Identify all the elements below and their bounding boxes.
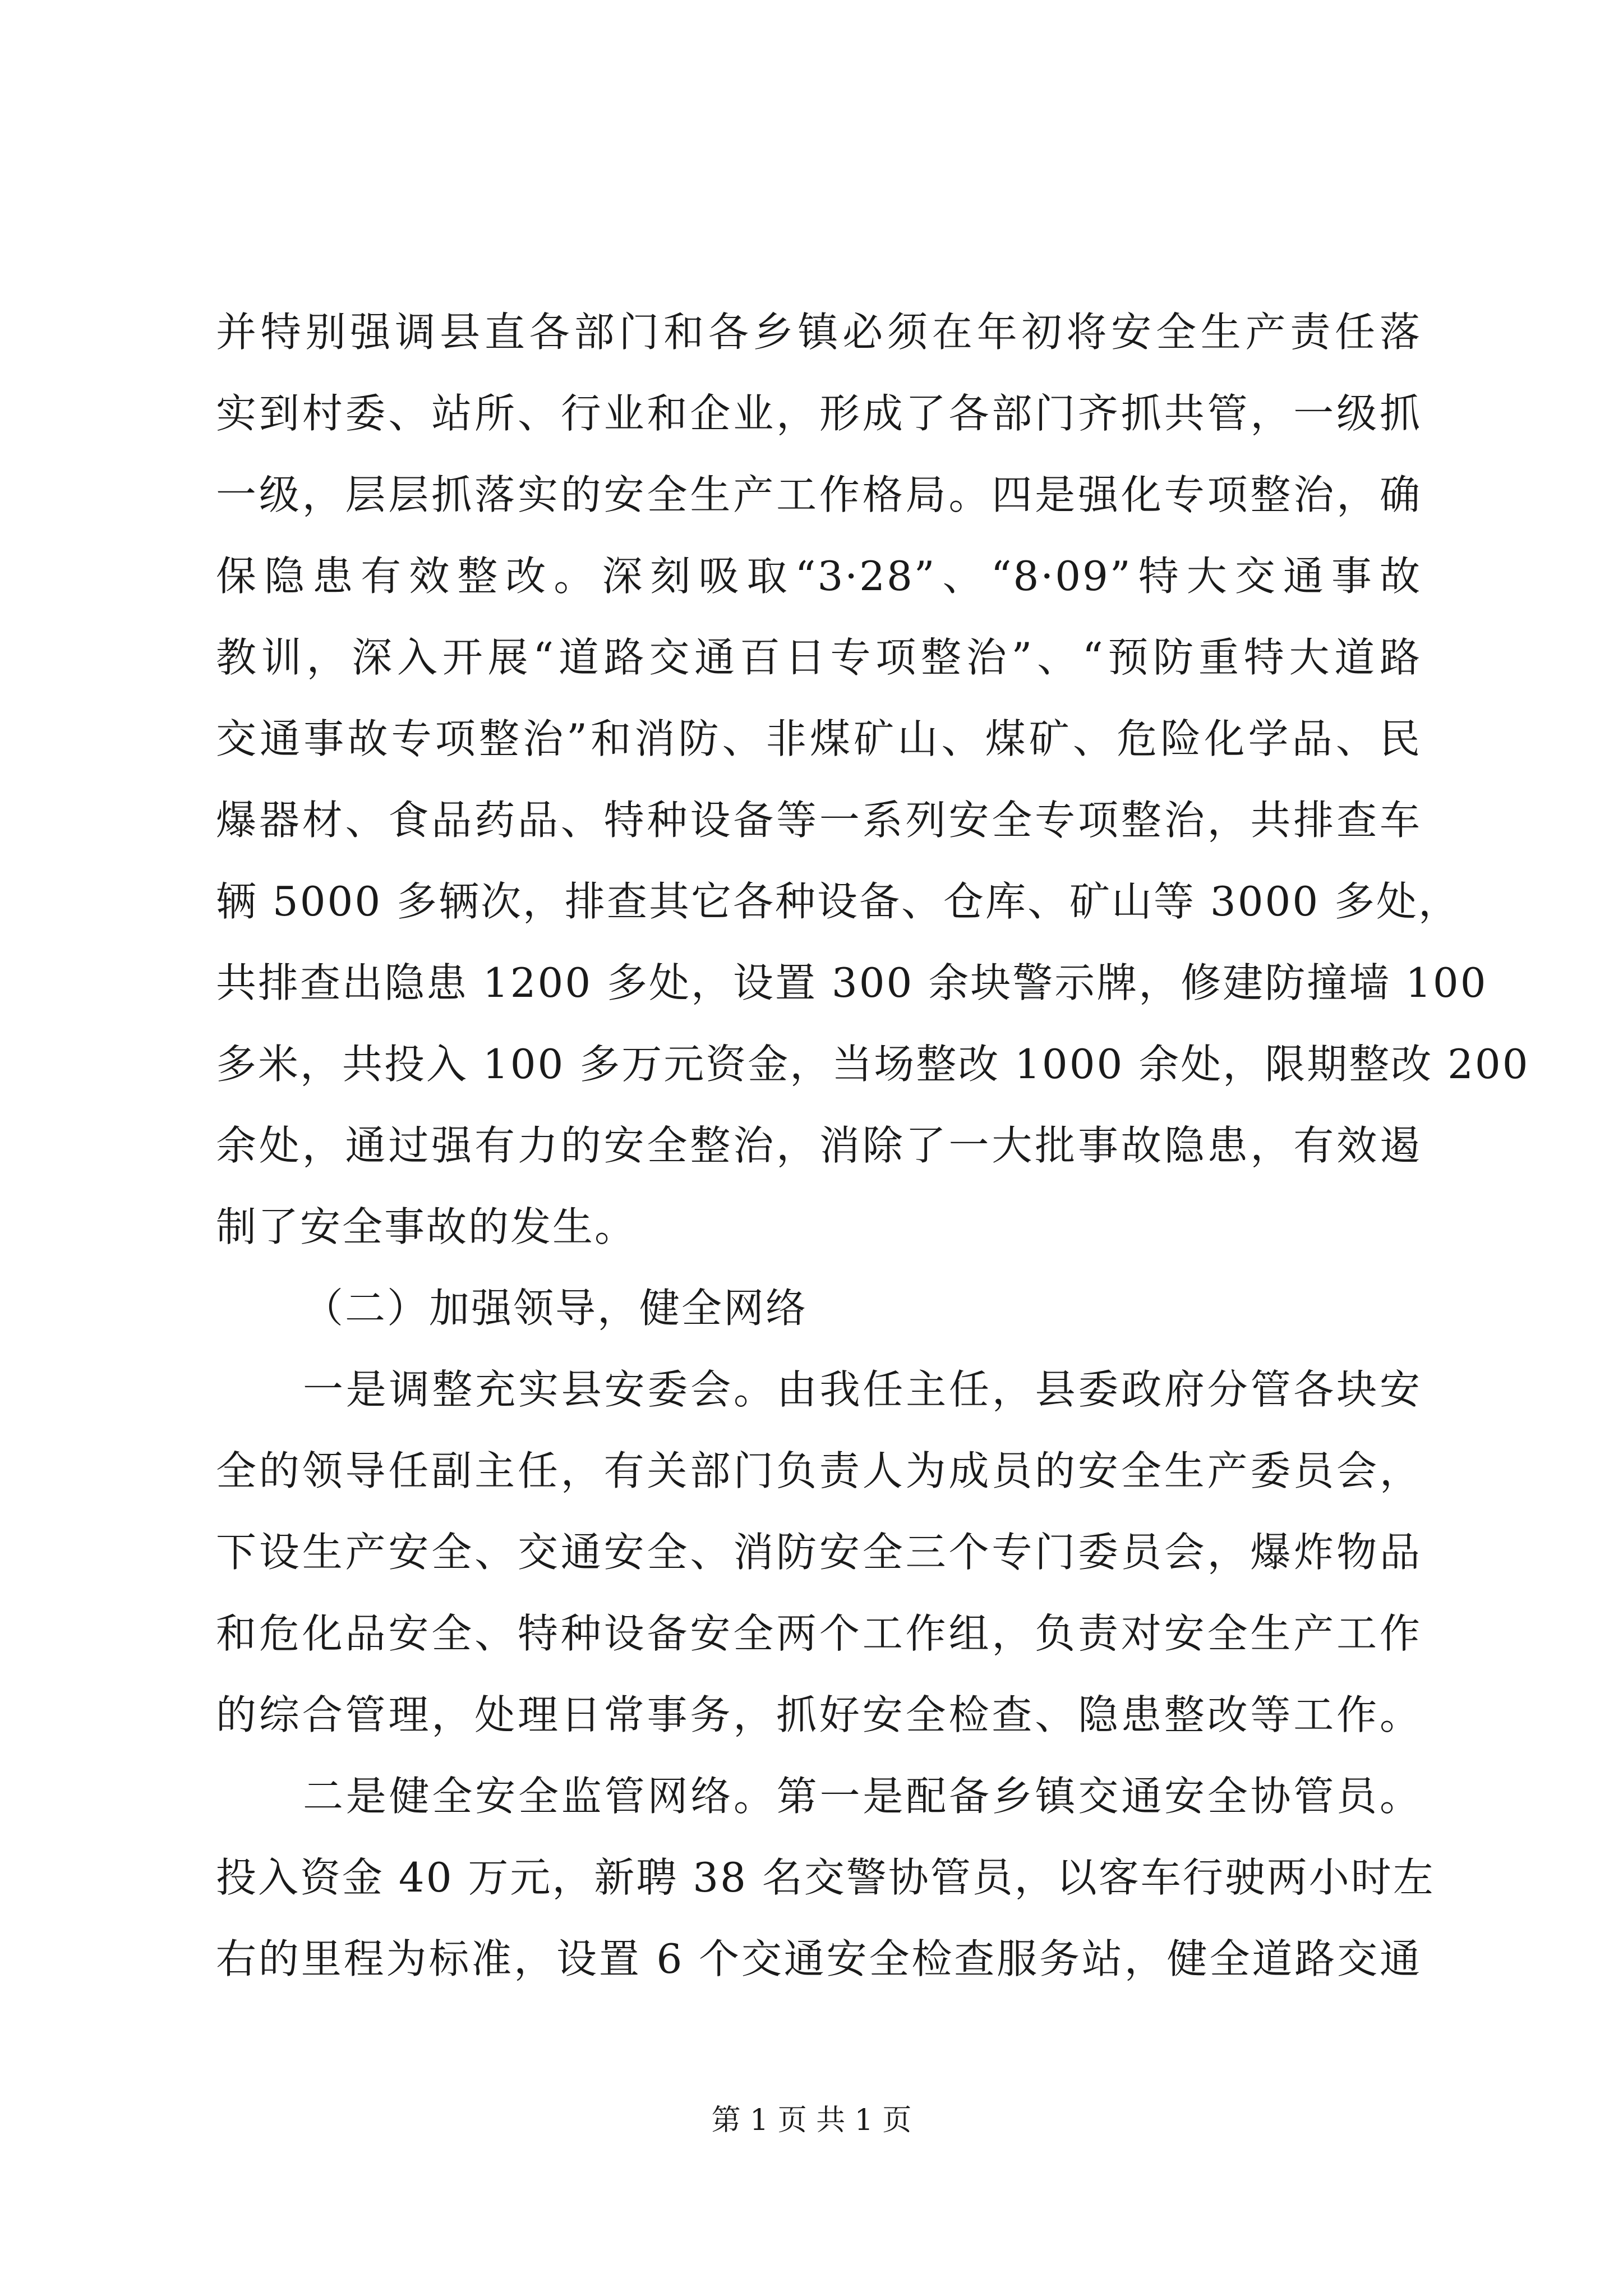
text-line: 并特别强调县直各部门和各乡镇必须在年初将安全生产责任落 [216,309,1422,356]
text-line: 教训，深入开展“道路交通百日专项整治”、“预防重特大道路 [216,634,1422,681]
text-line: 二是健全安全监管网络。第一是配备乡镇交通安全协管员。 [303,1773,1422,1820]
text-line: 和危化品安全、特种设备安全两个工作组，负责对安全生产工作 [216,1610,1422,1657]
text-line: 余处，通过强有力的安全整治，消除了一大批事故隐患，有效遏 [216,1122,1422,1169]
page-number: 第 1 页 共 1 页 [711,2104,912,2137]
text-line: 保隐患有效整改。深刻吸取“3·28”、“8·09”特大交通事故 [216,553,1422,600]
text-line: 辆 5000 多辆次，排查其它各种设备、仓库、矿山等 3000 多处， [216,878,1461,925]
text-line: 爆器材、食品药品、特种设备等一系列安全专项整治，共排查车 [216,797,1422,844]
text-line: 交通事故专项整治”和消防、非煤矿山、煤矿、危险化学品、民 [216,715,1422,762]
text-line: 右的里程为标准，设置 6 个交通安全检查服务站，健全道路交通 [216,1935,1422,1982]
page-footer [0,2101,1623,2140]
text-line: 共排查出隐患 1200 多处，设置 300 余块警示牌，修建防撞墙 100 [216,959,1488,1006]
text-line: 全的领导任副主任，有关部门负责人为成员的安全生产委员会， [216,1447,1422,1494]
text-line: 投入资金 40 万元，新聘 38 名交警协管员，以客车行驶两小时左 [216,1854,1435,1901]
text-line: 的综合管理，处理日常事务，抓好安全检查、隐患整改等工作。 [216,1691,1422,1738]
text-line: 多米，共投入 100 多万元资金，当场整改 1000 余处，限期整改 200 [216,1041,1530,1088]
text-line: 实到村委、站所、行业和企业，形成了各部门齐抓共管，一级抓 [216,390,1422,437]
text-line: 制了安全事故的发生。 [216,1203,637,1250]
text-line: 一级，层层抓落实的安全生产工作格局。四是强化专项整治，确 [216,471,1422,518]
section-heading: （二）加强领导，健全网络 [303,1285,808,1332]
text-line: 下设生产安全、交通安全、消防安全三个专门委员会，爆炸物品 [216,1529,1422,1576]
text-line: 一是调整充实县安委会。由我任主任，县委政府分管各块安 [303,1366,1422,1413]
document-body [216,292,1530,2000]
